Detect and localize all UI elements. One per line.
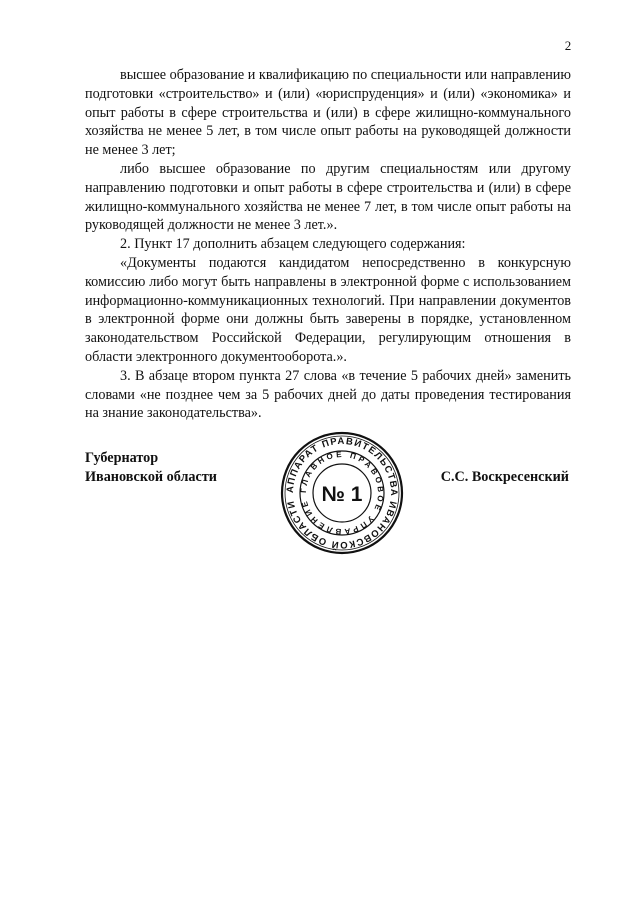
seal-inner-ring-text: ГЛАВНОЕ ПРАВОВОЕ УПРАВЛЕНИЕ [298, 449, 386, 537]
paragraph-alternative-education: либо высшее образование по другим специальностям или другому направлению подготовки и опыт работы в сфере строительства и (или) в сфере жилищно-коммунального хозяйства не менее 7 лет, в том числе опыт работы на руководящей должности не менее 3 лет.». [85, 160, 571, 234]
page-number: 2 [564, 38, 572, 53]
signatory-title [85, 449, 217, 487]
paragraph-documents-submission: «Документы подаются кандидатом непосредственно в конкурсную комиссию либо могут быть направлены в электронной форме с использованием информационно-коммуникационных технологий. При направлении документов в электронной форме они должны быть заверены в порядке, установленном законодательством Российской Федерации, регулирующим отношения в области электронного документооборота.». [85, 254, 571, 365]
signature-block [85, 435, 571, 569]
paragraph-item-3: 3. В абзаце втором пункта 27 слова «в течение 5 рабочих дней» заменить словами «не позднее чем за 5 рабочих дней до даты проведения тестирования на знание законодательства». [85, 367, 571, 422]
seal-center-text: № 1 [321, 483, 363, 506]
document-body [85, 66, 571, 423]
paragraph-qualification: высшее образование и квалификацию по специальности или направлению подготовки «строительство» и (или) «юриспруденция» и (или) «экономика» и опыт работы в сфере строительства и (или) в сфере жилищно-коммунального хозяйства не менее 5 лет, в том числе опыт работы на руководящей должности не менее 3 лет; [85, 67, 571, 159]
official-seal [279, 430, 405, 556]
signatory-title-line-2: Ивановской области [85, 468, 217, 485]
seal-outer-ring-text: АППАРАТ ПРАВИТЕЛЬСТВА ИВАНОВСКОЙ ОБЛАСТИ [284, 435, 400, 551]
signatory-name: С.С. Воскресенский [440, 468, 569, 485]
paragraph-item-2: 2. Пункт 17 дополнить абзацем следующего содержания: [120, 236, 466, 253]
signatory-title-line-1: Губернатор [85, 450, 159, 466]
